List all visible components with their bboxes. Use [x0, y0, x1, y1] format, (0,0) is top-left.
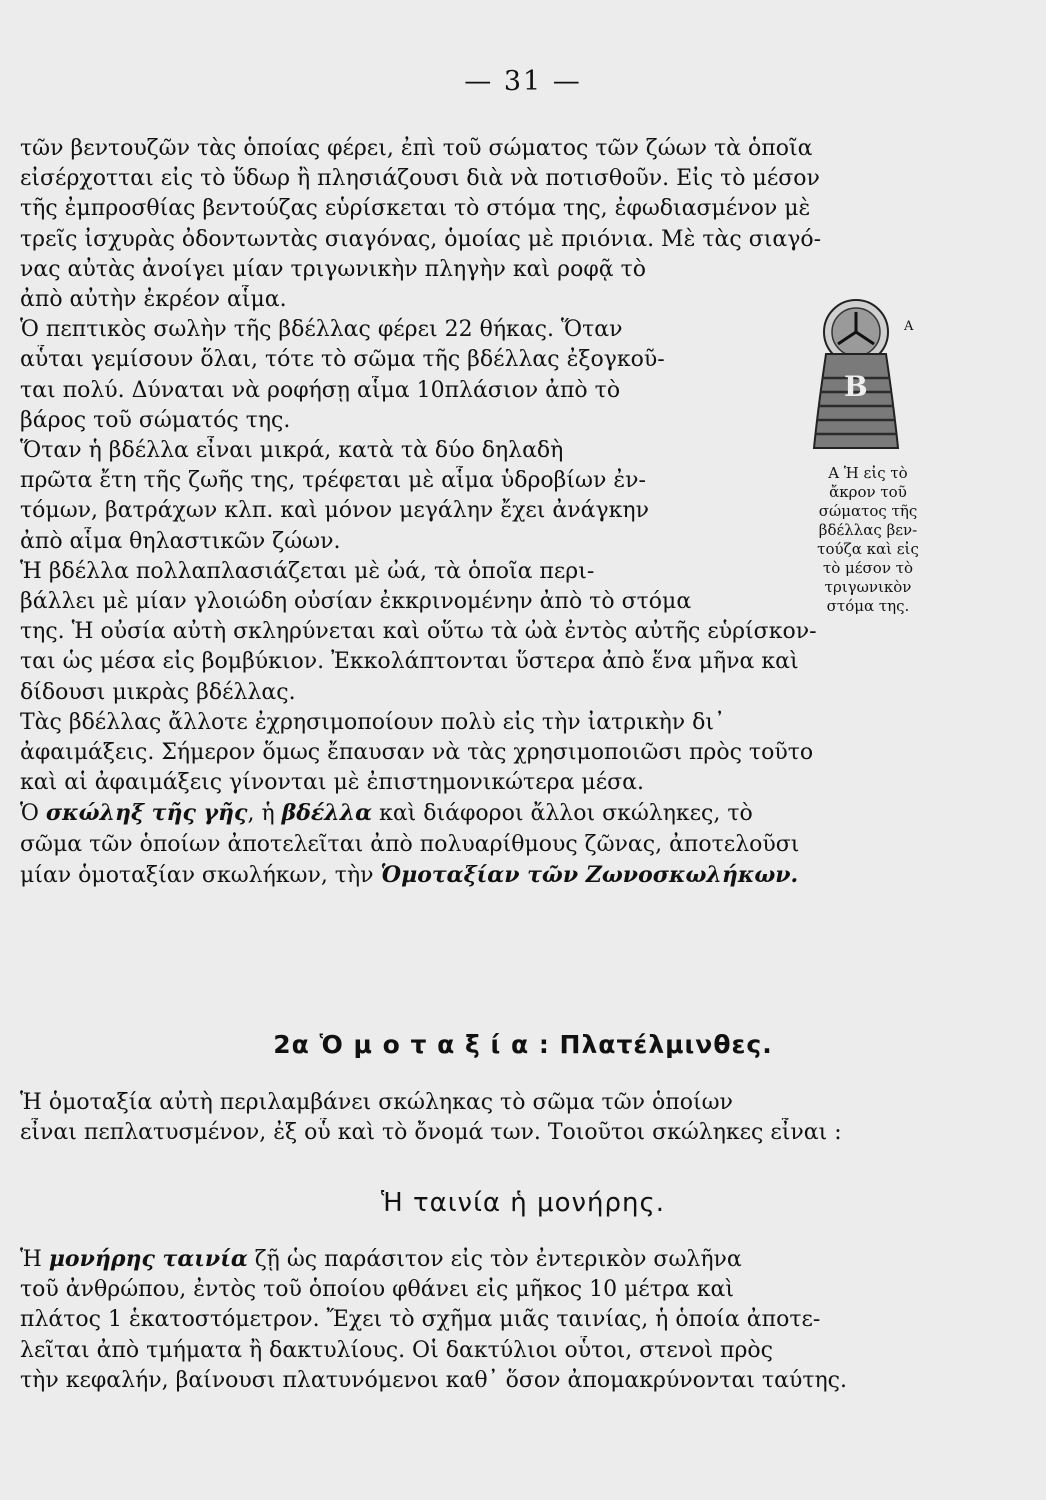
- text-run: ζῇ ὡς παράσιτον εἰς τὸν ἐντερικὸν σωλῆνα: [247, 1247, 742, 1272]
- text-line: βάρος τοῦ σώματός της.: [20, 407, 291, 433]
- text-line: τὴν κεφαλήν, βαίνουσι πλατυνόμενοι καθ᾿ ὅσον ἀπομακρύνονται ταύτης.: [20, 1367, 847, 1393]
- text-run: μίαν ὁμοταξίαν σκωλήκων, τὴν: [20, 862, 381, 888]
- section-heading-class: 2α Ὁ μ ο τ α ξ ί α : Πλατέλμινθες.: [273, 1030, 773, 1059]
- text-line: εἶναι πεπλατυσμένον, ἐξ οὗ καὶ τὸ ὄνομά των. Τοιοῦτοι σκώληκες εἶναι :: [20, 1120, 842, 1146]
- emphasis-term: μονήρης ταινία: [48, 1246, 248, 1272]
- text-line: της. Ἡ οὐσία αὐτὴ σκληρύνεται καὶ οὕτω τὰ ὠὰ ἐντὸς αὐτῆς εὑρίσκον-: [20, 619, 817, 645]
- text-line: τῶν βεντουζῶν τὰς ὁποίας φέρει, ἐπὶ τοῦ σώματος τῶν ζώων τὰ ὁποῖα: [20, 136, 813, 161]
- text-line: τοῦ ἀνθρώπου, ἐντὸς τοῦ ὁποίου φθάνει εἰς μῆκος 10 μέτρα καὶ: [20, 1277, 734, 1303]
- text-line: Ὅταν ἡ βδέλλα εἶναι μικρά, κατὰ τὰ δύο δηλαδὴ: [20, 438, 564, 464]
- text-line: βάλλει μὲ μίαν γλοιώδη οὐσίαν ἐκκρινομένην ἀπὸ τὸ στόμα: [20, 589, 692, 615]
- text-run: , ἡ: [247, 801, 282, 827]
- page-number: — 31 —: [464, 66, 582, 97]
- text-line: ται ὡς μέσα εἰς βομβύκιον. Ἐκκολάπτονται ὕστερα ἀπὸ ἕνα μῆνα καὶ: [20, 649, 799, 675]
- figure-label-b: Β: [844, 370, 868, 403]
- text-line: [20, 1244, 935, 1275]
- caption-line: σώματος τῆς: [818, 502, 918, 520]
- text-line: τρεῖς ἰσχυρὰς ὀδοντωντὰς σιαγόνας, ὁμοίας μὲ πριόνια. Μὲ τὰς σιαγό-: [20, 226, 822, 252]
- emphasis-term: Ὁμοταξίαν τῶν Ζωνοσκωλήκων.: [380, 861, 799, 888]
- text-line: αὗται γεμίσουν ὅλαι, τότε τὸ σῶμα τῆς βδέλλας ἐξογκοῦ-: [20, 347, 665, 373]
- caption-line: τριγωνικὸν: [824, 578, 912, 596]
- text-line: Τὰς βδέλλας ἄλλοτε ἐχρησιμοποίουν πολὺ εἰς τὴν ἰατρικὴν δι᾿: [20, 709, 726, 735]
- caption-line: ἄκρον τοῦ: [829, 483, 907, 501]
- text-line: λεῖται ἀπὸ τμήματα ἢ δακτυλίους. Οἱ δακτύλιοι οὗτοι, στενοὶ πρὸς: [20, 1337, 773, 1363]
- caption-line: τούζα καὶ εἰς: [817, 540, 919, 558]
- text-line: δίδουσι μικρὰς βδέλλας.: [20, 679, 296, 705]
- section-heading-taenia: Ἡ ταινία ἡ μονήρης.: [380, 1188, 665, 1218]
- body-text-top: [20, 134, 935, 891]
- text-line: πρῶτα ἔτη τῆς ζωῆς της, τρέφεται μὲ αἷμα ὑδροβίων ἐν-: [20, 468, 646, 494]
- caption-line: τὸ μέσον τὸ: [822, 559, 914, 577]
- text-line: Ὁ πεπτικὸς σωλὴν τῆς βδέλλας φέρει 22 θήκας. Ὅταν: [20, 317, 623, 343]
- text-line: σῶμα τῶν ὁποίων ἀποτελεῖται ἀπὸ πολυαρίθμους ζῶνας, ἀποτελοῦσι: [20, 831, 800, 857]
- text-line: [20, 798, 935, 829]
- caption-line: βδέλλας βεν-: [818, 521, 918, 539]
- emphasis-term: βδέλλα: [281, 800, 373, 827]
- text-line: ἀπὸ αὐτὴν ἐκρέον αἷμα.: [20, 287, 287, 313]
- text-line: ἀφαιμάξεις. Σήμερον ὅμως ἔπαυσαν νὰ τὰς χρησιμοποιῶσι πρὸς τοῦτο: [20, 740, 814, 766]
- text-line: ἀπὸ αἷμα θηλαστικῶν ζώων.: [20, 528, 341, 554]
- text-line: [20, 860, 935, 891]
- text-line: τόμων, βατράχων κλπ. καὶ μόνον μεγάλην ἔχει ἀνάγκην: [20, 498, 649, 524]
- text-run: καὶ διάφοροι ἄλλοι σκώληκες, τὸ: [372, 801, 753, 827]
- figure-label-a: Α: [904, 319, 914, 334]
- text-line: Ἡ ὁμοταξία αὐτὴ περιλαμβάνει σκώληκας τὸ σῶμα τῶν ὁποίων: [20, 1090, 733, 1115]
- text-line: εἰσέρχοτται εἰς τὸ ὕδωρ ἢ πλησιάζουσι διὰ νὰ ποτισθοῦν. Εἰς τὸ μέσον: [20, 166, 820, 192]
- leech-sucker-illustration: [800, 288, 920, 458]
- text-line: καὶ αἱ ἀφαιμάξεις γίνονται μὲ ἐπιστημονικώτερα μέσα.: [20, 770, 644, 796]
- text-line: πλάτος 1 ἑκατοστόμετρον. Ἔχει τὸ σχῆμα μιᾶς ταινίας, ἡ ὁποία ἀποτε-: [20, 1307, 821, 1333]
- text-run: Ὁ: [20, 801, 46, 827]
- caption-line: Α Ἡ εἰς τὸ: [828, 464, 908, 482]
- text-line: ται πολύ. Δύναται νὰ ροφήσῃ αἷμα 10πλάσιον ἀπὸ τὸ: [20, 377, 621, 403]
- text-line: τῆς ἐμπροσθίας βεντούζας εὑρίσκεται τὸ στόμα της, ἐφωδιασμένον μὲ: [20, 196, 811, 222]
- text-run: Ἡ: [20, 1247, 49, 1272]
- body-text-class: [20, 1088, 935, 1148]
- emphasis-term: σκώληξ τῆς γῆς: [45, 800, 248, 827]
- body-text-taenia: [20, 1244, 935, 1396]
- figure-caption: [800, 464, 936, 616]
- text-line: Ἡ βδέλλα πολλαπλασιάζεται μὲ ὠά, τὰ ὁποῖα περι-: [20, 558, 595, 584]
- text-line: νας αὐτὰς ἀνοίγει μίαν τριγωνικὴν πληγὴν καὶ ροφᾷ τὸ: [20, 256, 647, 282]
- caption-line: στόμα της.: [826, 597, 910, 615]
